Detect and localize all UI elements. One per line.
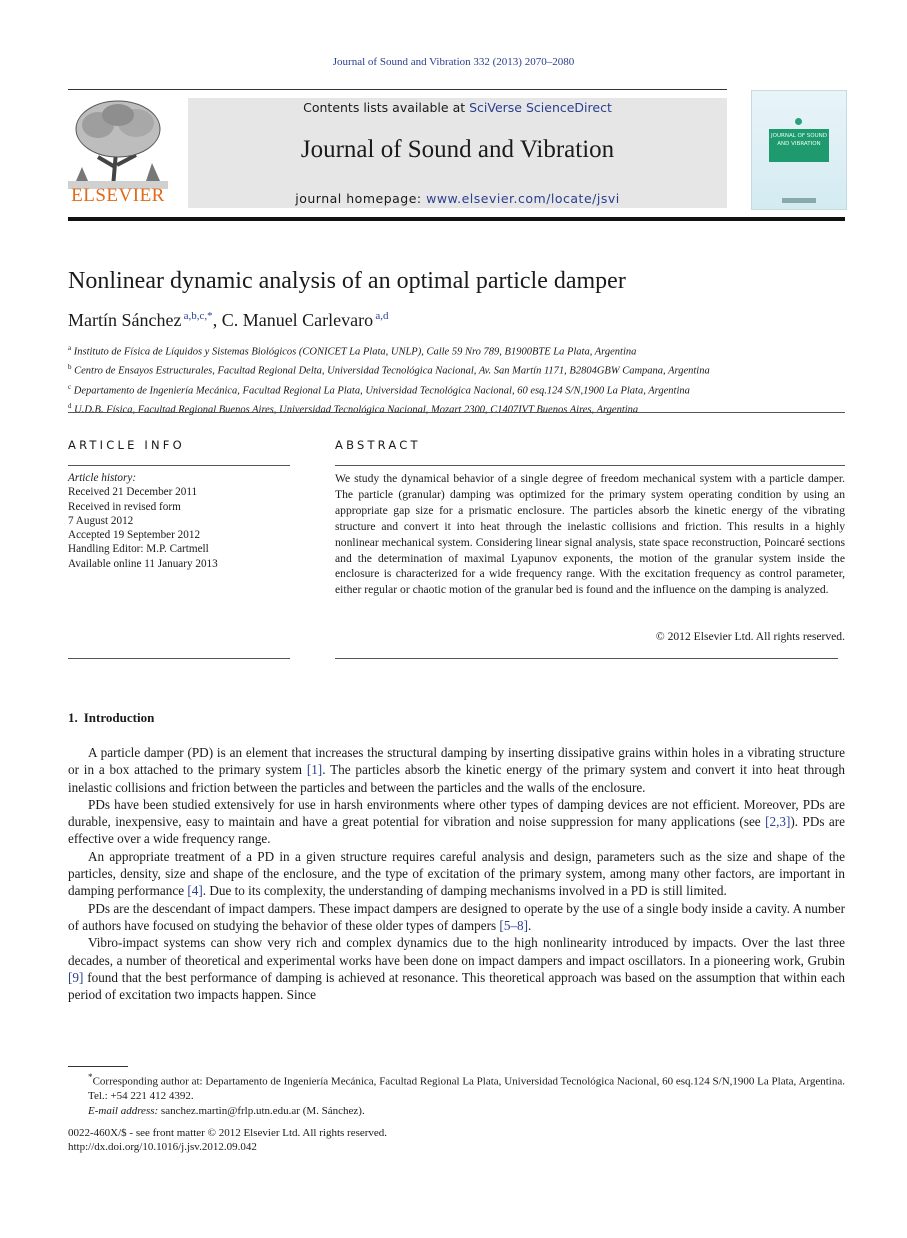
affiliation-mark: d (68, 401, 72, 410)
front-matter (68, 1126, 387, 1154)
affiliation-text: Instituto de Física de Líquidos y Sistemas Biológicos (CONICET La Plata, UNLP), Calle 59 Nro 789, B1900BTE La Plata, Argentina (73, 346, 637, 358)
paragraph-text: PDs have been studied extensively for use in harsh environments where other types of damping devices are not efficient. Moreover, PDs are durable, inexpensive, easy to maintain and have a great potential for vibration and noise suppression for many applications (see (68, 796, 845, 830)
email-address[interactable]: sanchez.martin@frlp.utn.edu.ar (M. Sánchez). (158, 1104, 365, 1117)
abstract-heading: ABSTRACT (335, 438, 421, 452)
abstract-bottom-rule (335, 658, 838, 659)
paragraph-text: found that the best performance of damping is achieved at resonance. This theoretical approach was based on the assumption that within each period of excitation two impacts happen. Since (68, 969, 845, 1003)
contents-prefix: Contents lists available at (303, 100, 470, 115)
homepage-line (188, 191, 727, 206)
journal-header-box (188, 98, 727, 208)
paragraph-text: Vibro-impact systems can show very rich and complex dynamics due to the high nonlinearity introduced by impacts. Over the last three decades, a number of theoretical and experimental works have been done on impact dampers and impact oscillators. In a pioneering work, Grubin (68, 935, 845, 968)
paragraph-text: A particle damper (PD) is an element that increases the structural damping by inserting dissipative grains within holes in a vibrating structure or in a box attached to the primary system (68, 745, 845, 778)
history-item: Handling Editor: M.P. Cartmell (68, 543, 209, 556)
article-info-rule (68, 465, 290, 466)
paragraph-text: ). PDs are effective over a wide frequency range. (68, 814, 846, 847)
affiliation-text: Departamento de Ingeniería Mecánica, Facultad Regional La Plata, Universidad Tecnológica Nacional, 60 esq.124 S/N,1900 La Plata, Argentina (73, 385, 690, 397)
introduction-heading (68, 710, 154, 726)
body-paragraph (68, 848, 845, 900)
citation-link[interactable]: [4] (187, 883, 203, 899)
article-history (68, 471, 290, 571)
history-item: Received 21 December 2011 (68, 486, 198, 499)
history-item: Received in revised form (68, 500, 181, 513)
article-info-heading: ARTICLE INFO (68, 438, 185, 452)
article-info-bottom-rule (68, 658, 290, 659)
sciencedirect-link[interactable]: SciVerse ScienceDirect (469, 100, 612, 115)
elsevier-logo[interactable] (68, 97, 168, 209)
body-paragraph (68, 900, 845, 935)
elsevier-tree-icon (68, 97, 168, 189)
email-label: E-mail address: (88, 1104, 159, 1117)
introduction-body (68, 744, 845, 1003)
corresponding-author-text: Corresponding author at: Departamento de Ingeniería Mecánica, Facultad Regional La Plata, Universidad Tecnológica Nacional, 60 esq.124 S/N,1900 La Plata, Argentina. Tel.: +54 221 412 4392. (88, 1075, 845, 1103)
cover-emblem-icon (795, 118, 802, 125)
journal-name: Journal of Sound and Vibration (300, 136, 615, 163)
footnote-rule (68, 1066, 128, 1067)
footnote-mark: * (88, 1072, 93, 1082)
contents-line (188, 98, 727, 115)
journal-citation[interactable]: Journal of Sound and Vibration 332 (2013) 2070–2080 (332, 56, 575, 68)
paragraph-text: . Due to its complexity, the understanding of damping mechanisms involved in a PD is still limited. (202, 883, 727, 899)
author-list (68, 310, 388, 331)
front-matter-line: 0022-460X/$ - see front matter © 2012 Elsevier Ltd. All rights reserved. (68, 1127, 388, 1139)
author-separator: , (212, 310, 222, 330)
paragraph-text: . The particles absorb the kinetic energy of the primary system and convert it into heat through inelastic collisions and friction between the particles and between the particles and the walls of the enclosure. (68, 762, 845, 795)
doi-link[interactable]: http://dx.doi.org/10.1016/j.jsv.2012.09.042 (68, 1141, 257, 1154)
affiliation-mark: b (68, 363, 72, 372)
body-paragraph (68, 796, 845, 848)
header-thick-rule (68, 217, 845, 221)
citation-link[interactable]: [5–8] (499, 917, 528, 933)
article-title: Nonlinear dynamic analysis of an optimal particle damper (68, 268, 626, 294)
homepage-prefix: journal homepage: (295, 191, 427, 206)
body-paragraph (68, 744, 845, 796)
history-item: Available online 11 January 2013 (68, 557, 218, 570)
affiliation-item (68, 360, 848, 379)
author-name[interactable]: Martín Sánchez (68, 310, 182, 330)
history-label: Article history: (68, 472, 137, 484)
affiliation-item (68, 380, 848, 399)
section-title: Introduction (83, 710, 155, 725)
corresponding-author-note (68, 1070, 845, 1104)
journal-cover-image[interactable] (751, 90, 847, 210)
header-rule (68, 89, 727, 90)
homepage-link[interactable]: www.elsevier.com/locate/jsvi (426, 191, 620, 206)
affiliations (68, 341, 848, 418)
body-paragraph (68, 934, 845, 1003)
section-number: 1. (68, 710, 78, 725)
abstract-rule (335, 465, 845, 466)
author-affiliation-marks[interactable]: a,b,c,* (183, 310, 213, 322)
cover-title: JOURNAL OF SOUND AND VIBRATION (769, 129, 829, 162)
section-divider (68, 412, 845, 413)
paragraph-text: PDs are the descendant of impact dampers. These impact dampers are designed to operate by the use of a single body inside a cavity. A number of authors have focused on studying the behavior of these older types of dampers (68, 900, 845, 933)
author-affiliation-marks[interactable]: a,d (375, 310, 389, 322)
abstract-text: We study the dynamical behavior of a single degree of freedom mechanical system with a particle damper. The particle (granular) damping was optimized for the primary system operating condition by using an appropriate gap size for a prismatic enclosure. The particles absorb the kinetic energy of the vibrating structure and convert it into heat through the inelastic collisions and friction. This results in a highly nonlinear mechanical system. Considering linear signal analysis, state space reconstruction, Poincaré sections and the determination of maximal Lyapunov exponents, the motion of the granular system inside the enclosure is characterized for a wide frequency range. With the excitation frequency as control parameter, either regular or chaotic motion of the granular bed is found and the influence on the damping is analyzed. (335, 472, 845, 597)
cover-publisher-mark (782, 198, 816, 203)
paragraph-text: . (528, 917, 532, 933)
email-note (68, 1104, 845, 1119)
citation-link[interactable]: [2,3] (765, 814, 791, 830)
affiliation-item (68, 341, 848, 360)
affiliation-mark: c (68, 382, 72, 391)
abstract-copyright: © 2012 Elsevier Ltd. All rights reserved. (655, 630, 845, 643)
affiliation-text: Centro de Ensayos Estructurales, Facultad Regional Delta, Universidad Tecnológica Nacional, Av. San Martín 1171, B2804GBW Campana, Argentina (74, 365, 710, 377)
elsevier-wordmark: ELSEVIER (71, 185, 165, 206)
citation-link[interactable]: [1] (306, 762, 323, 778)
affiliation-mark: a (68, 344, 72, 352)
paragraph-text: An appropriate treatment of a PD in a given structure requires careful analysis and design, parameters such as the size and shape of the particles, density, size and shape of the enclosure, and the type of excitation of the primary system, among many other factors, are important in damping performance (68, 848, 845, 899)
author-name[interactable]: C. Manuel Carlevaro (221, 310, 374, 330)
history-item: Accepted 19 September 2012 (68, 529, 201, 542)
history-item: 7 August 2012 (68, 514, 134, 527)
citation-link[interactable]: [9] (68, 969, 84, 985)
affiliation-text: U.D.B. Física, Facultad Regional Buenos Aires, Universidad Tecnológica Nacional, Mozart 2300, C1407IVT Buenos Aires, Argentina (74, 404, 639, 416)
affiliation-item (68, 399, 848, 418)
footnotes (68, 1070, 845, 1118)
